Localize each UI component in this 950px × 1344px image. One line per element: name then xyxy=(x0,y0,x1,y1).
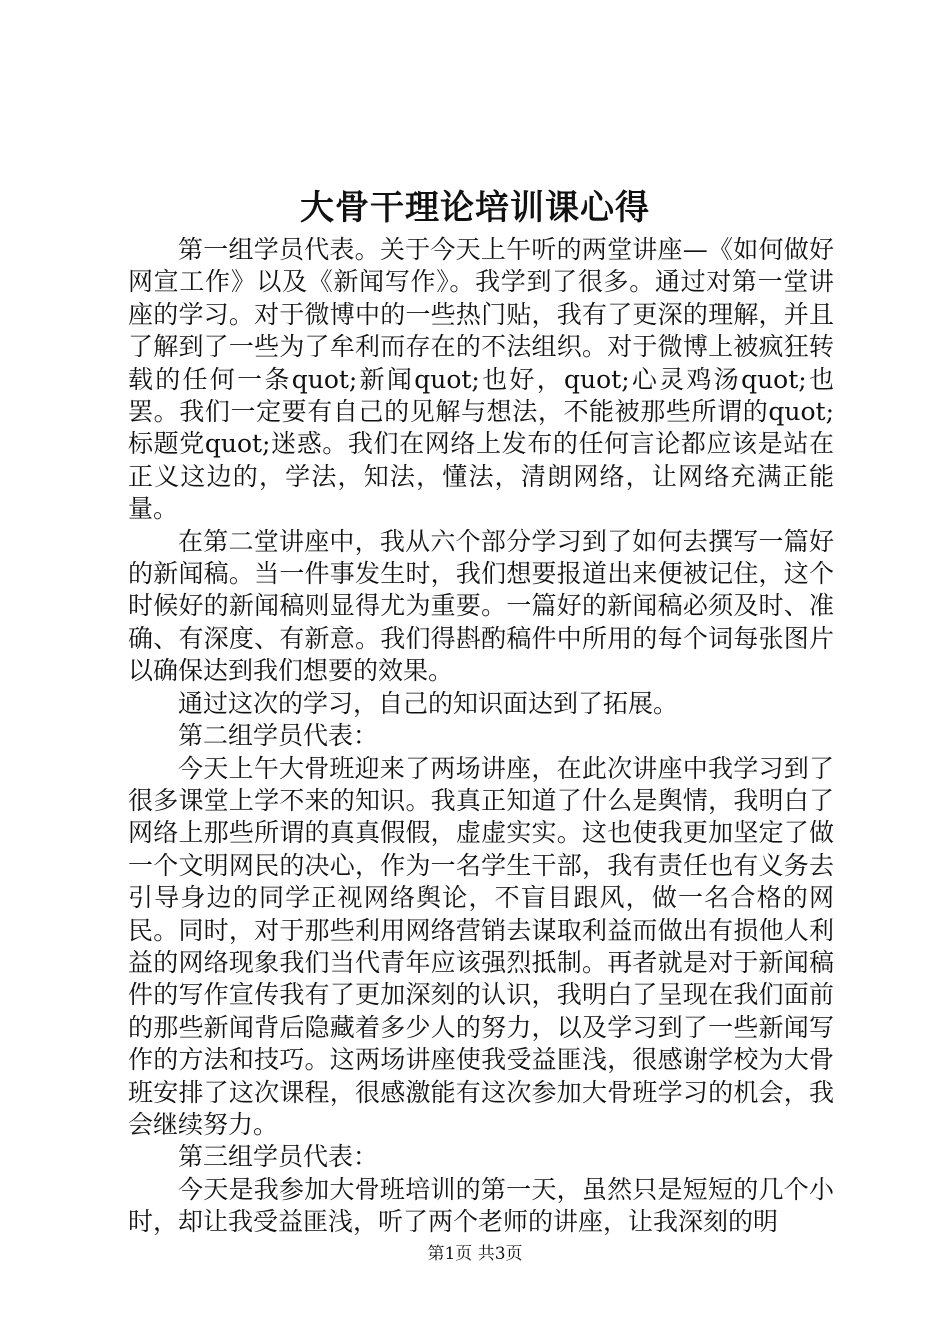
paragraph-group1-summary: 通过这次的学习，自己的知识面达到了拓展。 xyxy=(178,688,679,718)
paragraph-group1-second-lecture: 在第二堂讲座中，我从六个部分学习到了如何去撰写一篇好的新闻稿。当一件事发生时，我们想要报道出来便被记住，这个时候好的新闻稿则显得尤为重要。一篇好的新闻稿必须及时、准确、有深度、有新意。我们得斟酌稿件中所用的每个词每张图片以确保达到我们想要的效果。 xyxy=(128,526,834,686)
paragraph-group2-heading: 第二组学员代表： xyxy=(178,721,379,751)
document-title: 大骨干理论培训课心得 xyxy=(300,188,650,228)
paragraph-group3-body: 今天是我参加大骨班培训的第一天，虽然只是短短的几个小时，却让我受益匪浅，听了两个老师的讲座，让我深刻的明 xyxy=(128,1174,834,1237)
paragraph-group3-heading: 第三组学员代表： xyxy=(178,1142,379,1172)
paragraph-group1-intro: 第一组学员代表。关于今天上午听的两堂讲座—《如何做好网宣工作》以及《新闻写作》。我学到了很多。通过对第一堂讲座的学习。对于微博中的一些热门贴，我有了更深的理解，并且了解到了一些为了牟利而存在的不法组织。对于微博上被疯狂转载的任何一条quot;新闻quot;也好，quot;心灵鸡汤quot;也罢。我们一定要有自己的见解与想法，不能被那些所谓的quot;标题党quot;迷惑。我们在网络上发布的任何言论都应该是站在正义这边的，学法，知法，懂法，清朗网络，让网络充满正能量。 xyxy=(128,235,834,524)
document-body xyxy=(128,234,834,1239)
page-number-footer: 第1页 共3页 xyxy=(427,1244,523,1264)
paragraph-group2-body: 今天上午大骨班迎来了两场讲座，在此次讲座中我学习到了很多课堂上学不来的知识。我真正知道了什么是舆情，我明白了网络上那些所谓的真真假假，虚虚实实。这也使我更加坚定了做一个文明网民的决心，作为一名学生干部，我有责任也有义务去引导身边的同学正视网络舆论，不盲目跟风，做一名合格的网民。同时，对于那些利用网络营销去谋取利益而做出有损他人利益的网络现象我们当代青年应该强烈抵制。再者就是对于新闻稿件的写作宣传我有了更加深刻的认识，我明白了呈现在我们面前的那些新闻背后隐藏着多少人的努力，以及学习到了一些新闻写作的方法和技巧。这两场讲座使我受益匪浅，很感谢学校为大骨班安排了这次课程，很感激能有这次参加大骨班学习的机会，我会继续努力。 xyxy=(128,753,834,1139)
